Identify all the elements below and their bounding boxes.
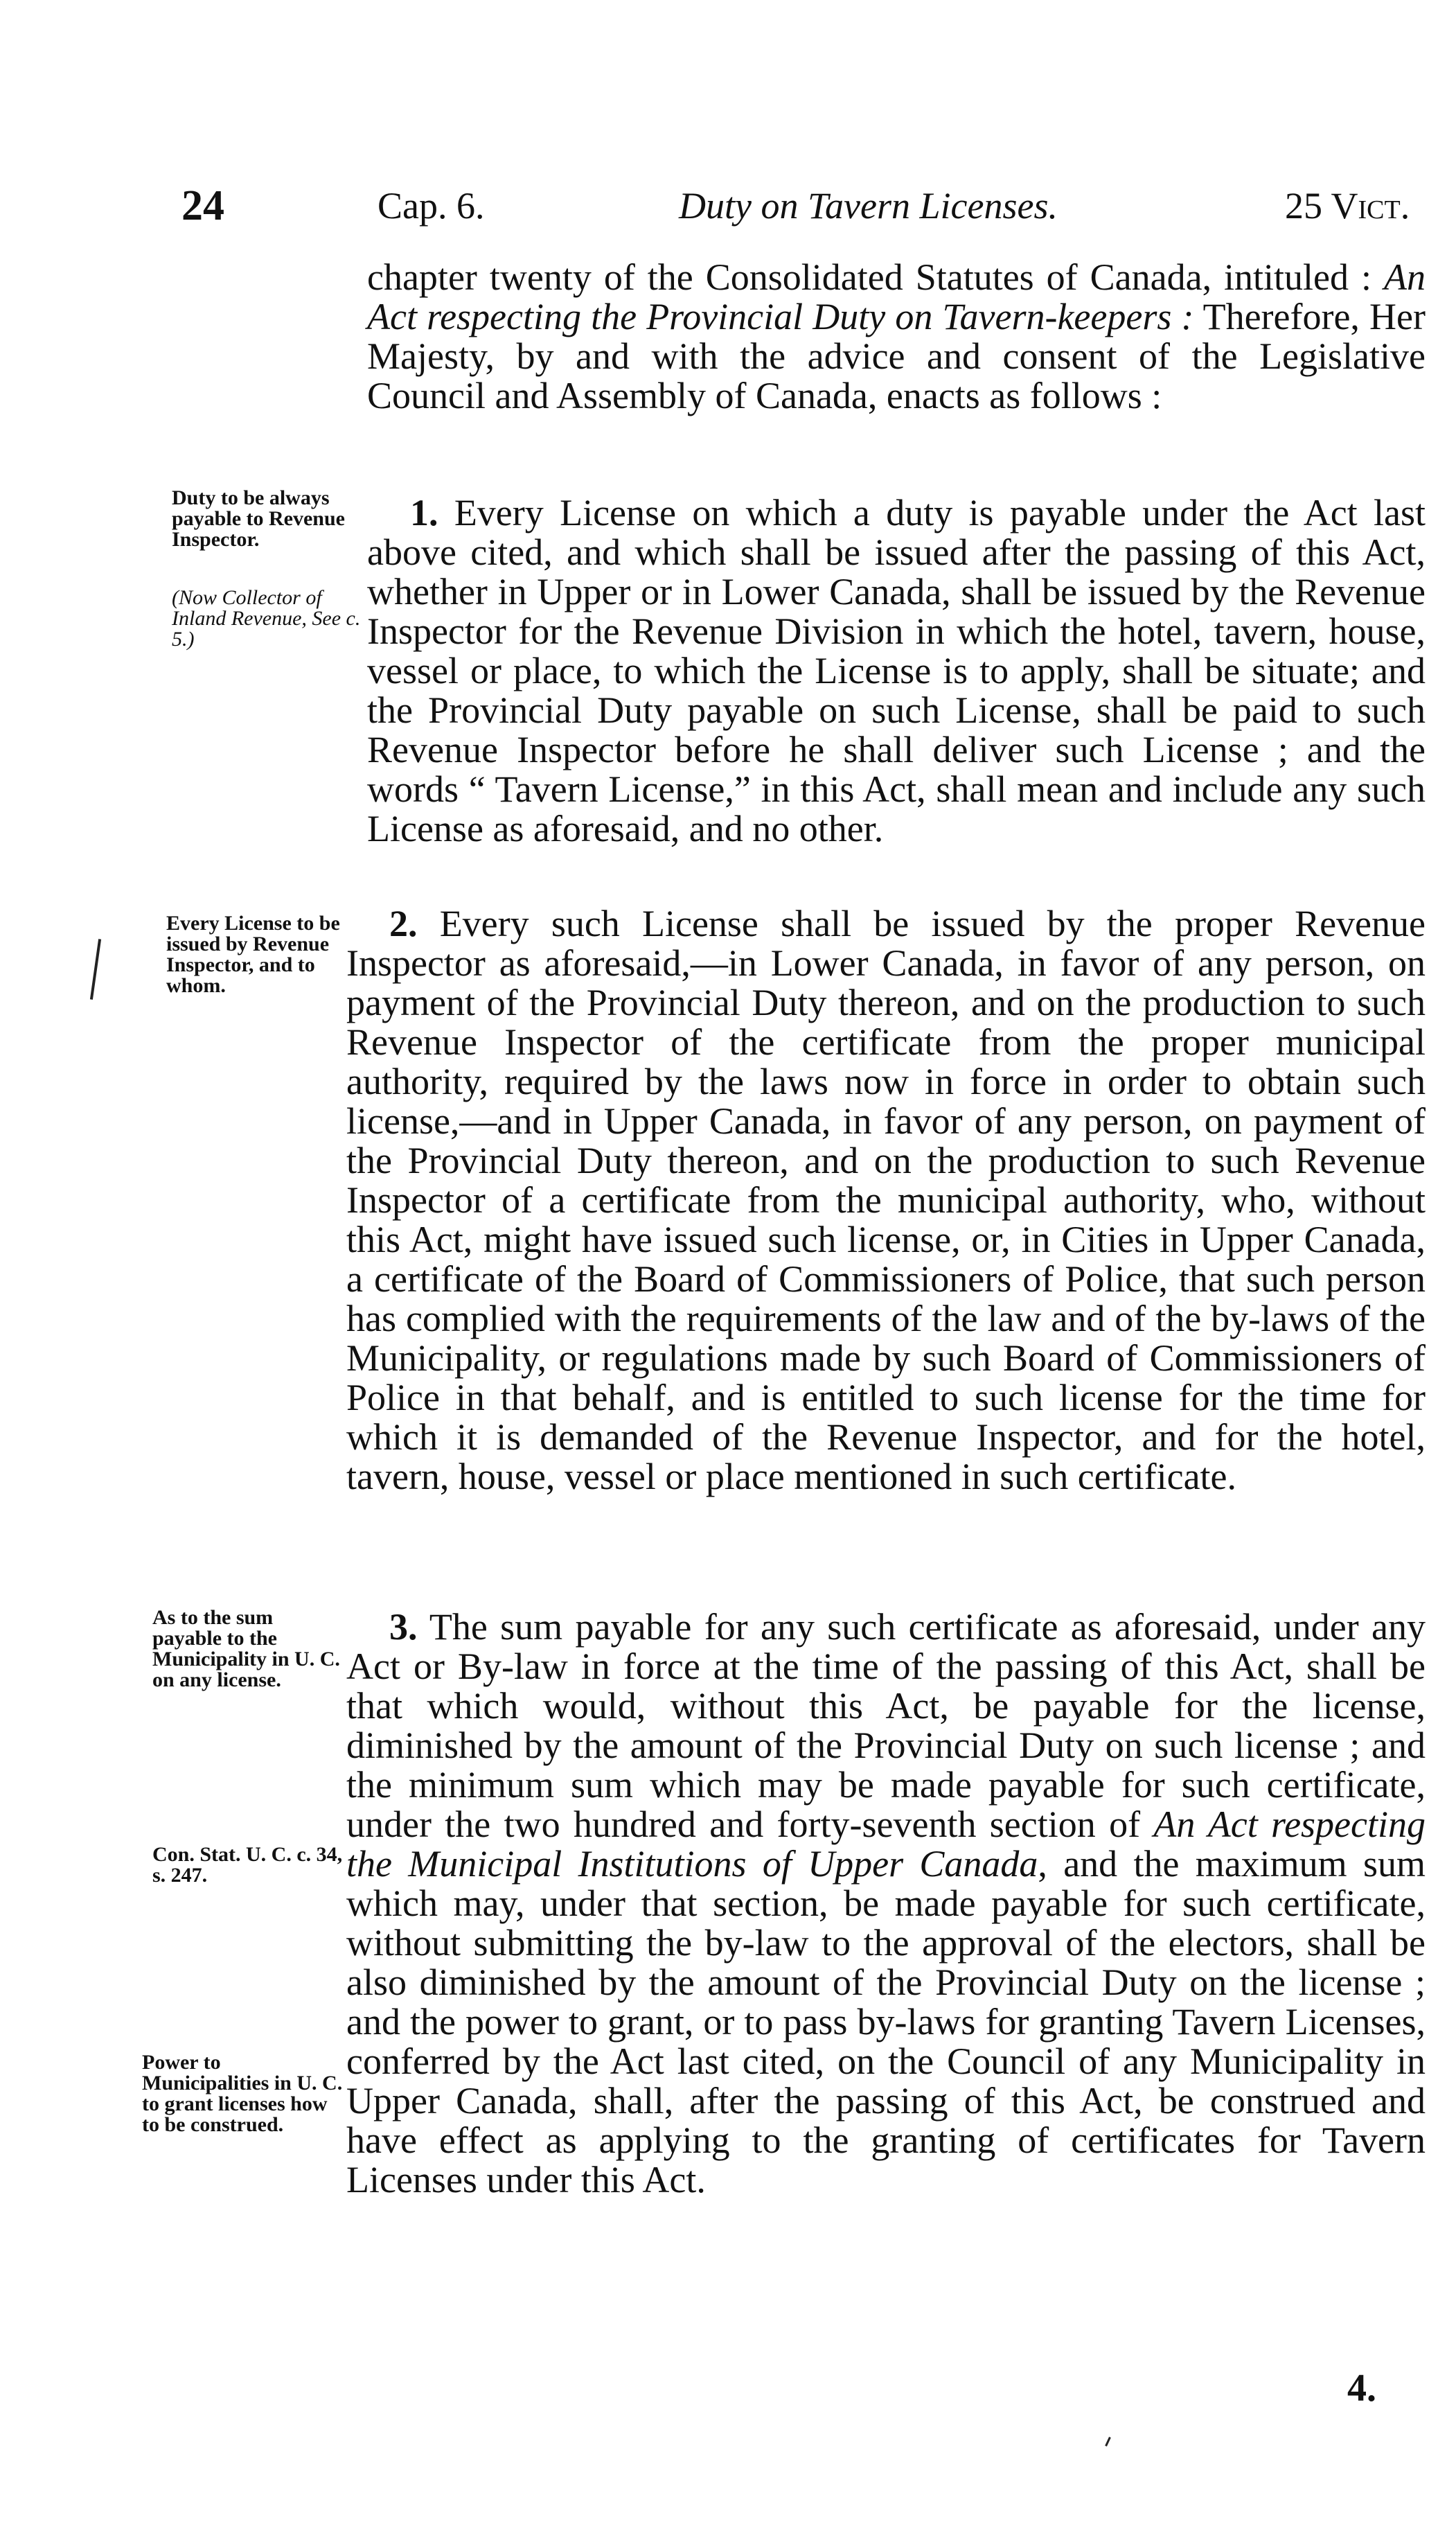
section-text: Every such License shall be issued by the proper Revenue Inspector as aforesaid,—in Lower Canada, in favor of any person, on payment of the Provincial Duty thereon, and on the production to such Revenue Inspector of the certificate from the proper municipal authority, required by the laws now in force in order to obtain such license,—and in Upper Canada, in favor of any person, on payment of the Provincial Duty thereon, and on the production to such Revenue Inspector of a certificate from the municipal authority, who, without this Act, might have issued such license, or, in Cities in Upper Canada, a certificate of the Board of Commissioners of Police, that such person has complied with the requirements of the law and of the by-laws of the Municipality, or regulations made by such Board of Commissioners of Police in that behalf, and is entitled to such license for the time for which it is demanded of the Revenue Inspector, and for the hotel, tavern, house, vessel or place mentioned in such certificate.: [346, 903, 1426, 1497]
catchword: 4.: [1347, 2367, 1376, 2410]
section-3: [346, 1607, 1426, 2200]
marginal-note-1-italic: (Now Collector of Inland Revenue, See c. 5.): [172, 586, 361, 651]
running-header: [0, 182, 1456, 237]
page-number: 24: [181, 182, 224, 229]
marginal-note-3: As to the sum payable to the Municipality in U. C. on any license.: [152, 1606, 340, 1691]
section-number: 2.: [389, 903, 418, 944]
section-1: [367, 493, 1426, 849]
section-number: 3.: [389, 1606, 418, 1648]
marginal-note-1: Duty to be always payable to Revenue Inspector.: [172, 486, 345, 551]
section-text-after: , and the maximum sum which may, under that section, be made payable for such certificate, without submitting the by-law to the approval of the electors, shall be also diminished by the amount of the Provincial Duty on the license ; and the power to grant, or to pass by-laws for granting Tavern Licenses, conferred by the Act last cited, on the Council of any Municipality in Upper Canada, shall, after the passing of this Act, be construed and have effect as applying to the granting of certificates for Tavern Licenses under this Act.: [346, 1843, 1426, 2201]
marginal-note-4: Con. Stat. U. C. c. 34, s. 247.: [152, 1843, 343, 1887]
marginal-note-5: Power to Municipalities in U. C. to grant licenses how to be construed.: [142, 2051, 343, 2136]
regnal-year: 25 Vict.: [1285, 185, 1410, 227]
running-title: Duty on Tavern Licenses.: [679, 185, 1058, 227]
section-text-before: The sum payable for any such certificate as aforesaid, under any Act or By-law in force at the time of the passing of this Act, shall be that which would, without this Act, be payable for the license, diminished by the amount of the Provincial Duty on such license ; and the minimum sum which may be made payable for such certificate, under the two hundred and forty-seventh section of: [346, 1606, 1426, 1845]
section-act-title: An Act respecting the Municipal Institutions of Upper Canada: [346, 1804, 1426, 1885]
section-2: [346, 904, 1426, 1497]
ink-speck: [1105, 2437, 1111, 2446]
chapter-number: Cap. 6.: [378, 185, 485, 227]
intro-paragraph: [367, 258, 1426, 416]
intro-act-title: An Act respecting the Provincial Duty on Tavern-keepers :: [367, 256, 1426, 337]
marginal-note-2: Every License to be issued by Revenue Inspector, and to whom.: [166, 912, 340, 997]
intro-text-before: chapter twenty of the Consolidated Statutes of Canada, intituled :: [367, 256, 1384, 298]
section-text: Every License on which a duty is payable under the Act last above cited, and which shall be issued after the passing of this Act, whether in Upper or in Lower Canada, shall be issued by the Revenue Inspector for the Revenue Division in which the hotel, tavern, house, vessel or place, to which the License is to apply, shall be situate; and the Provincial Duty payable on such License, shall be paid to such Revenue Inspector before he shall deliver such License ; and the words “ Tavern License,” in this Act, shall mean and include any such License as aforesaid, and no other.: [367, 492, 1426, 849]
intro-text-after: Therefore, Her Majesty, by and with the advice and consent of the Legislative Council and Assembly of Canada, enacts as follows :: [367, 296, 1426, 416]
pencil-mark: [90, 939, 101, 1000]
section-number: 1.: [410, 492, 438, 533]
